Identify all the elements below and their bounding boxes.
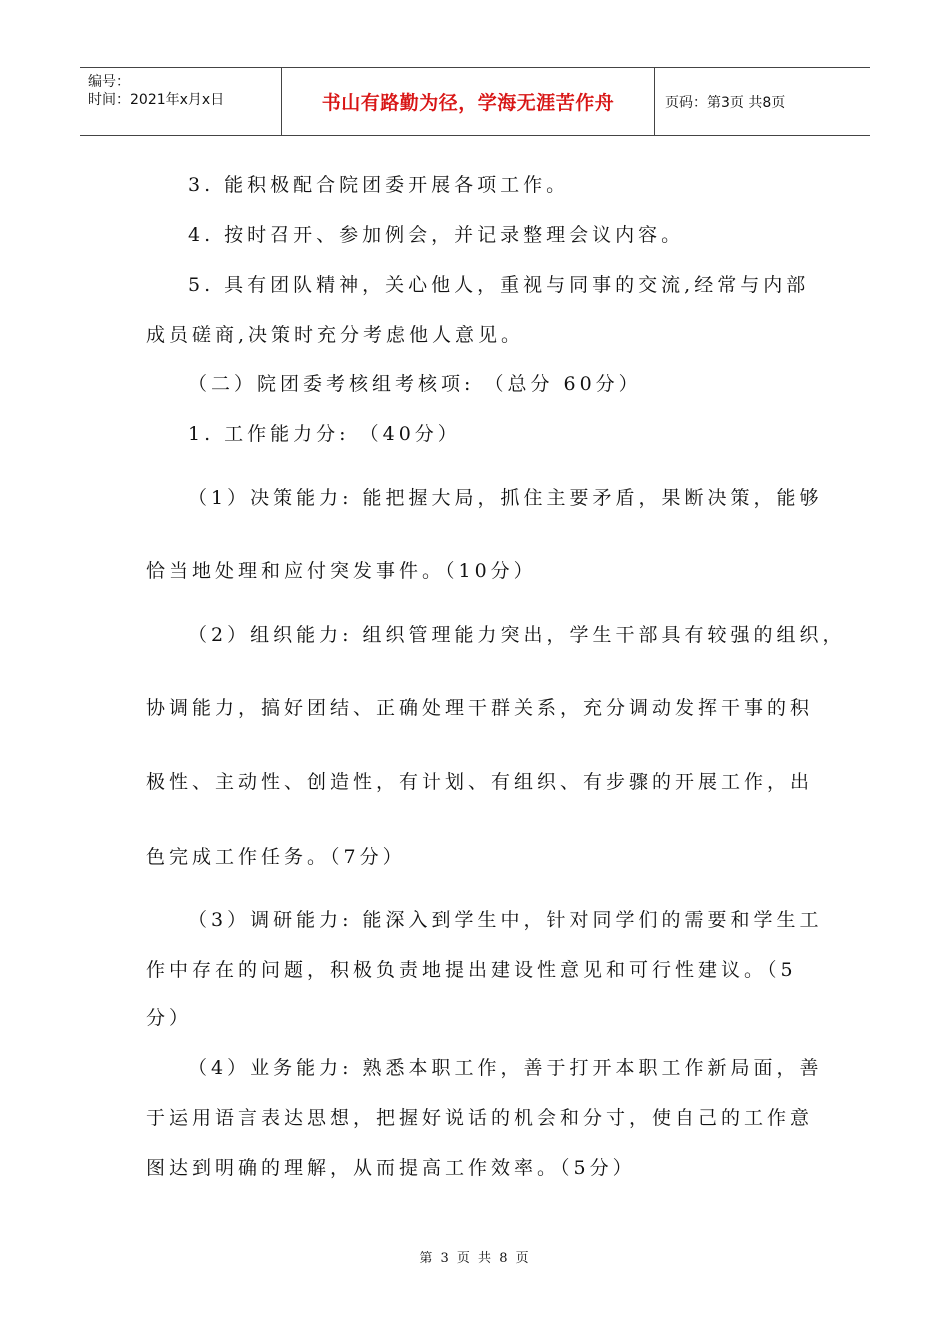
- body-line: 图达到明确的理解，从而提高工作效率。（5分）: [146, 1157, 636, 1179]
- body-line: 协调能力，搞好团结、正确处理干群关系，充分调动发挥干事的积: [146, 697, 814, 719]
- body-line: 于运用语言表达思想，把握好说话的机会和分寸，使自己的工作意: [146, 1107, 814, 1129]
- body-line: 成员磋商,决策时充分考虑他人意见。: [146, 324, 525, 346]
- header-page-cell: [655, 68, 870, 135]
- body-line: （2）组织能力: 组织管理能力突出，学生干部具有较强的组织，: [188, 624, 846, 646]
- body-line: 5. 具有团队精神，关心他人，重视与同事的交流,经常与内部: [188, 274, 810, 296]
- body-line: （1）决策能力: 能把握大局，抓住主要矛盾，果断决策，能够: [188, 487, 823, 509]
- body-line: 3. 能积极配合院团委开展各项工作。: [188, 174, 570, 196]
- motto-text: 书山有路勤为径，学海无涯苦作舟: [321, 92, 615, 114]
- body-line: 分）: [146, 1007, 193, 1029]
- header-motto-cell: [282, 68, 655, 135]
- page-info: 页码：第3页 共8页: [665, 94, 786, 111]
- time-label: 时间：2021年x月x日: [88, 92, 225, 108]
- page-header: [80, 67, 870, 136]
- section-heading: （二）院团委考核组考核项: （总分 60分）: [188, 373, 642, 395]
- body-line: （4）业务能力: 熟悉本职工作，善于打开本职工作新局面，善: [188, 1057, 823, 1079]
- page-footer: 第 3 页 共 8 页: [419, 1251, 531, 1266]
- body-line: 恰当地处理和应付突发事件。（10分）: [146, 560, 537, 582]
- body-line: （3）调研能力: 能深入到学生中，针对同学们的需要和学生工: [188, 909, 823, 931]
- body-line: 极性、主动性、创造性，有计划、有组织、有步骤的开展工作，出: [146, 771, 814, 793]
- body-line: 色完成工作任务。（7分）: [146, 846, 406, 868]
- subsection-heading: 1. 工作能力分: （40分）: [188, 423, 461, 445]
- body-line: 作中存在的问题，积极负责地提出建设性意见和可行性建议。（5: [146, 959, 797, 981]
- header-meta-cell: [80, 68, 282, 135]
- serial-label: 编号：: [88, 74, 130, 90]
- body-line: 4. 按时召开、参加例会，并记录整理会议内容。: [188, 224, 685, 246]
